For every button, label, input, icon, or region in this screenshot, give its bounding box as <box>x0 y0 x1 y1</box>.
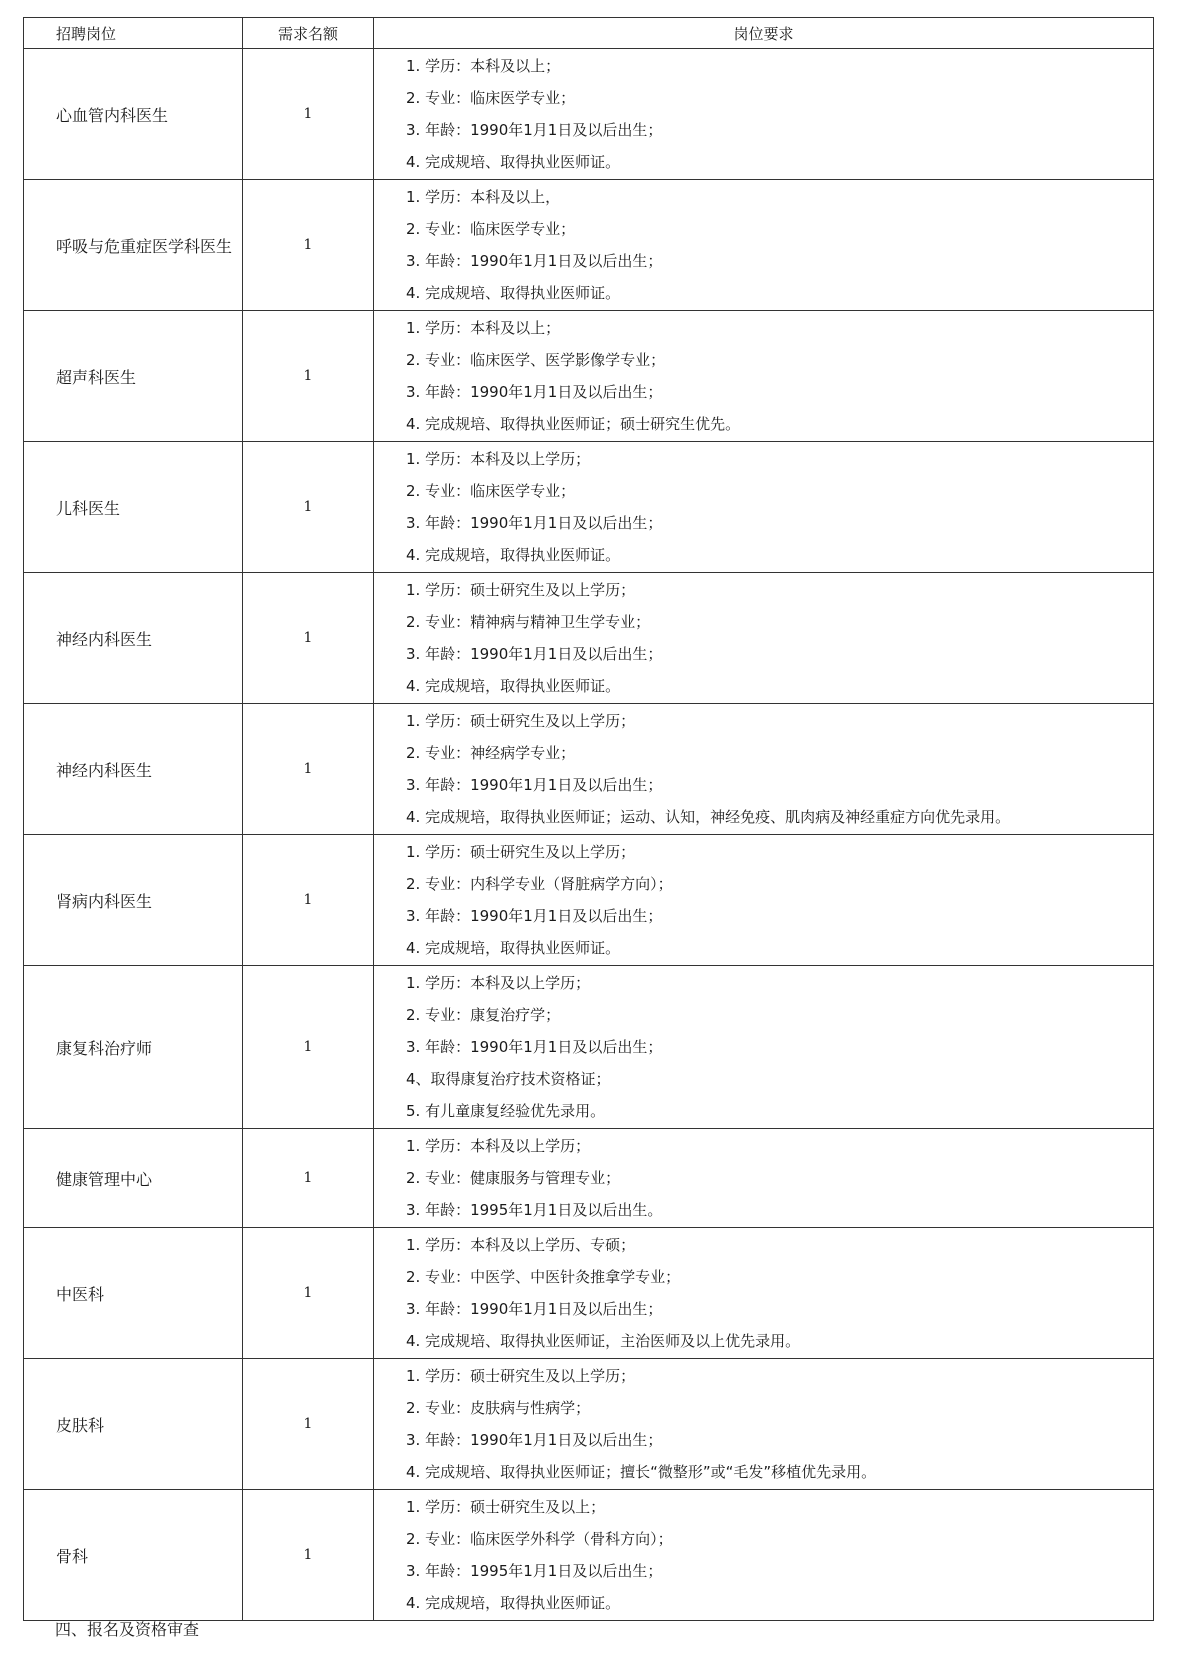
requirement-line: 3. 年龄：1990年1月1日及以后出生； <box>406 514 663 532</box>
requirement-line: 1. 学历：本科及以上学历； <box>406 1137 591 1155</box>
count-cell: 1 <box>243 442 374 573</box>
requirement-line: 4. 完成规培，取得执业医师证。 <box>406 1594 621 1612</box>
requirement-line: 4. 完成规培、取得执业医师证；硕士研究生优先。 <box>406 415 741 433</box>
position-cell: 健康管理中心 <box>24 1129 243 1228</box>
requirement-line: 3. 年龄：1995年1月1日及以后出生。 <box>406 1201 663 1219</box>
position-cell: 神经内科医生 <box>24 704 243 835</box>
table-row <box>24 1228 1154 1359</box>
count-cell: 1 <box>243 704 374 835</box>
count-cell: 1 <box>243 180 374 311</box>
requirement-line: 1. 学历：本科及以上； <box>406 319 561 337</box>
section-heading: 四、报名及资格审查 <box>55 1620 200 1639</box>
header-requirements: 岗位要求 <box>374 18 1154 49</box>
position-cell: 儿科医生 <box>24 442 243 573</box>
table-row <box>24 573 1154 704</box>
requirements-cell <box>374 180 1154 311</box>
requirement-line: 2. 专业：临床医学、医学影像学专业； <box>406 351 666 369</box>
count-cell: 1 <box>243 1359 374 1490</box>
requirement-line: 2. 专业：临床医学外科学（骨科方向）； <box>406 1530 673 1548</box>
position-cell: 神经内科医生 <box>24 573 243 704</box>
table-row <box>24 966 1154 1129</box>
requirement-line: 2. 专业：神经病学专业； <box>406 744 576 762</box>
position-cell: 中医科 <box>24 1228 243 1359</box>
requirements-cell <box>374 1490 1154 1621</box>
requirement-line: 4. 完成规培、取得执业医师证。 <box>406 284 621 302</box>
requirement-line: 2. 专业：康复治疗学； <box>406 1006 561 1024</box>
requirement-line: 4. 完成规培，取得执业医师证；运动、认知，神经免疫、肌肉病及神经重症方向优先录用。 <box>406 808 1011 826</box>
requirement-line: 1. 学历：硕士研究生及以上学历； <box>406 843 636 861</box>
requirements-cell <box>374 1129 1154 1228</box>
table-row <box>24 180 1154 311</box>
requirement-line: 2. 专业：中医学、中医针灸推拿学专业； <box>406 1268 681 1286</box>
table-row <box>24 835 1154 966</box>
table-row <box>24 311 1154 442</box>
position-cell: 心血管内科医生 <box>24 49 243 180</box>
table-row <box>24 704 1154 835</box>
table-row <box>24 1129 1154 1228</box>
requirement-line: 3. 年龄：1990年1月1日及以后出生； <box>406 907 663 925</box>
requirement-line: 2. 专业：精神病与精神卫生学专业； <box>406 613 651 631</box>
requirement-line: 3. 年龄：1995年1月1日及以后出生； <box>406 1562 663 1580</box>
requirement-line: 1. 学历：硕士研究生及以上学历； <box>406 712 636 730</box>
requirements-cell <box>374 311 1154 442</box>
requirement-line: 1. 学历：本科及以上； <box>406 57 561 75</box>
requirement-line: 5. 有儿童康复经验优先录用。 <box>406 1102 606 1120</box>
count-cell: 1 <box>243 49 374 180</box>
requirement-line: 2. 专业：内科学专业（肾脏病学方向）； <box>406 875 673 893</box>
table-row <box>24 1359 1154 1490</box>
requirements-cell <box>374 704 1154 835</box>
requirement-line: 3. 年龄：1990年1月1日及以后出生； <box>406 121 663 139</box>
requirement-line: 1. 学历：本科及以上学历、专硕； <box>406 1236 636 1254</box>
requirement-line: 2. 专业：临床医学专业； <box>406 482 576 500</box>
position-cell: 肾病内科医生 <box>24 835 243 966</box>
requirement-line: 1. 学历：本科及以上学历； <box>406 450 591 468</box>
position-cell: 皮肤科 <box>24 1359 243 1490</box>
requirement-line: 4、取得康复治疗技术资格证； <box>406 1070 611 1088</box>
table-row <box>24 442 1154 573</box>
requirement-line: 3. 年龄：1990年1月1日及以后出生； <box>406 776 663 794</box>
requirements-cell <box>374 1359 1154 1490</box>
table-row <box>24 1490 1154 1621</box>
requirement-line: 1. 学历：硕士研究生及以上学历； <box>406 581 636 599</box>
requirement-line: 2. 专业：临床医学专业； <box>406 220 576 238</box>
count-cell: 1 <box>243 1129 374 1228</box>
requirements-cell <box>374 1228 1154 1359</box>
requirements-cell <box>374 573 1154 704</box>
requirement-line: 2. 专业：皮肤病与性病学； <box>406 1399 591 1417</box>
requirement-line: 3. 年龄：1990年1月1日及以后出生； <box>406 1431 663 1449</box>
requirement-line: 3. 年龄：1990年1月1日及以后出生； <box>406 252 663 270</box>
table-body <box>24 49 1154 1621</box>
requirement-line: 3. 年龄：1990年1月1日及以后出生； <box>406 1300 663 1318</box>
table-row <box>24 49 1154 180</box>
count-cell: 1 <box>243 966 374 1129</box>
requirement-line: 3. 年龄：1990年1月1日及以后出生； <box>406 1038 663 1056</box>
header-count: 需求名额 <box>243 18 374 49</box>
requirement-line: 4. 完成规培，取得执业医师证。 <box>406 546 621 564</box>
position-cell: 呼吸与危重症医学科医生 <box>24 180 243 311</box>
position-cell: 康复科治疗师 <box>24 966 243 1129</box>
count-cell: 1 <box>243 573 374 704</box>
requirement-line: 3. 年龄：1990年1月1日及以后出生； <box>406 645 663 663</box>
count-cell: 1 <box>243 835 374 966</box>
requirements-cell <box>374 835 1154 966</box>
requirement-line: 2. 专业：健康服务与管理专业； <box>406 1169 621 1187</box>
position-cell: 骨科 <box>24 1490 243 1621</box>
requirement-line: 4. 完成规培、取得执业医师证，主治医师及以上优先录用。 <box>406 1332 801 1350</box>
table-header-row <box>24 18 1154 49</box>
requirement-line: 1. 学历：硕士研究生及以上； <box>406 1498 606 1516</box>
requirement-line: 3. 年龄：1990年1月1日及以后出生； <box>406 383 663 401</box>
requirement-line: 4. 完成规培，取得执业医师证。 <box>406 939 621 957</box>
position-cell: 超声科医生 <box>24 311 243 442</box>
header-position: 招聘岗位 <box>24 18 243 49</box>
requirements-cell <box>374 966 1154 1129</box>
count-cell: 1 <box>243 1490 374 1621</box>
requirement-line: 4. 完成规培、取得执业医师证；擅长“微整形”或“毛发”移植优先录用。 <box>406 1463 877 1481</box>
count-cell: 1 <box>243 311 374 442</box>
requirement-line: 1. 学历：本科及以上， <box>406 188 561 206</box>
requirement-line: 1. 学历：本科及以上学历； <box>406 974 591 992</box>
requirements-cell <box>374 49 1154 180</box>
recruitment-table <box>23 17 1154 1621</box>
count-cell: 1 <box>243 1228 374 1359</box>
requirement-line: 4. 完成规培、取得执业医师证。 <box>406 153 621 171</box>
requirement-line: 1. 学历：硕士研究生及以上学历； <box>406 1367 636 1385</box>
requirements-cell <box>374 442 1154 573</box>
requirement-line: 4. 完成规培，取得执业医师证。 <box>406 677 621 695</box>
requirement-line: 2. 专业：临床医学专业； <box>406 89 576 107</box>
